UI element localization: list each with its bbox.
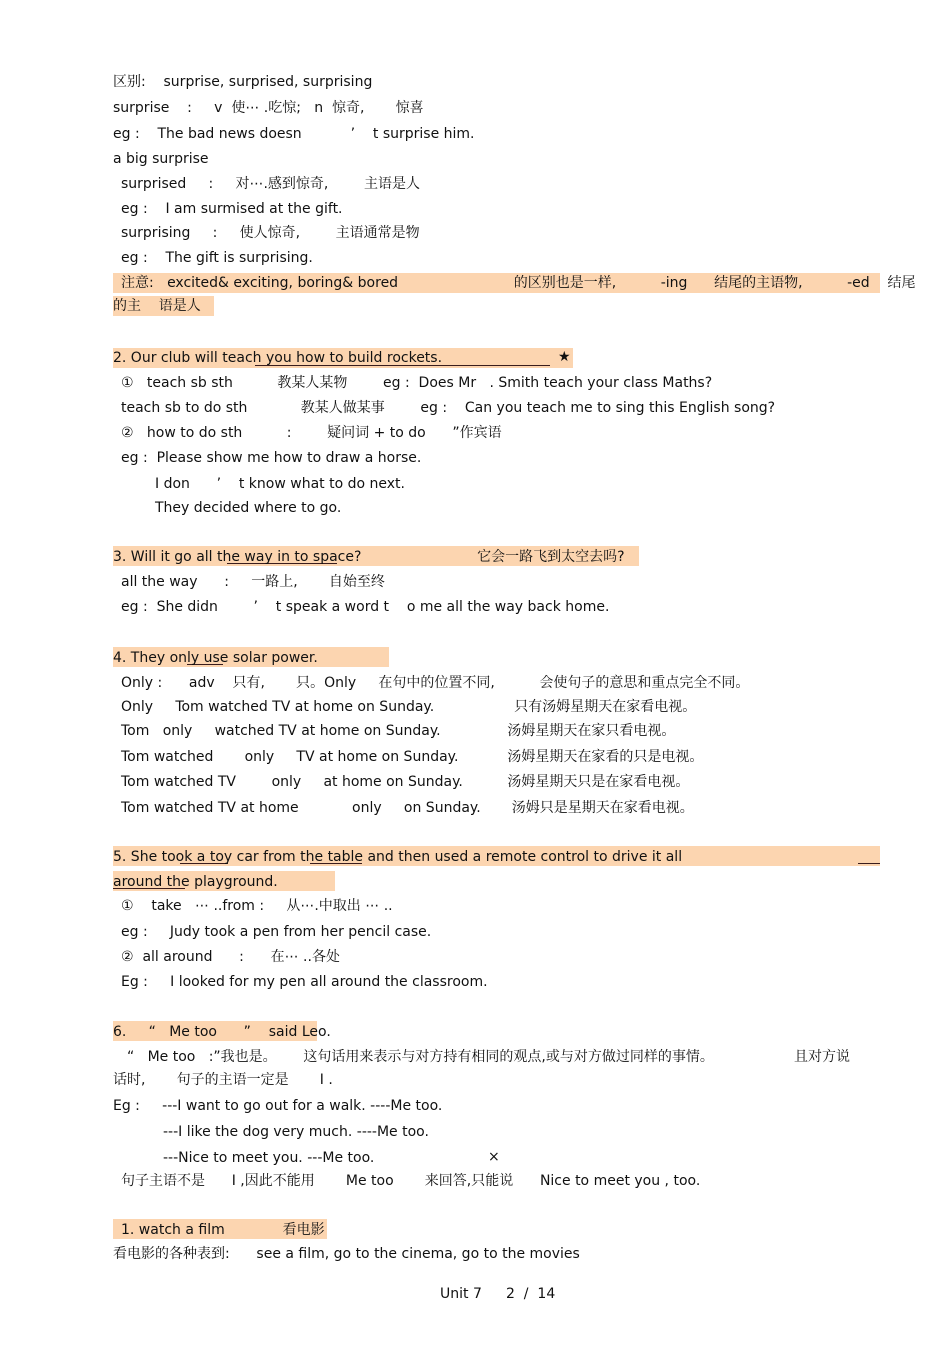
text-line: 话时, 句子的主语一定是 I . xyxy=(113,1072,333,1088)
text-line: Tom watched TV only at home on Sunday. 汤姆星期天只是在家看电视。 xyxy=(121,774,690,790)
star-icon: ★ xyxy=(558,349,571,365)
text-line: a big surprise xyxy=(113,151,209,167)
footer-unit: Unit 7 xyxy=(440,1286,482,1302)
text-line: surprising : 使人惊奇, 主语通常是物 xyxy=(121,225,420,241)
text-line: ---Nice to meet you. ---Me too. xyxy=(163,1150,375,1166)
text-line: eg : Judy took a pen from her pencil case. xyxy=(121,924,432,940)
section-heading: 6. “ Me too ” said Leo. xyxy=(113,1024,331,1040)
text-line: Tom only watched TV at home on Sunday. 汤姆星期天在家只看电视。 xyxy=(121,723,676,739)
cross-icon: × xyxy=(488,1149,500,1165)
text-line: Only Tom watched TV at home on Sunday. 只有汤姆星期天在家看电视。 xyxy=(121,699,697,715)
text-line: ① teach sb sth 教某人某物 eg : Does Mr . Smith teach your class Maths? xyxy=(121,375,713,391)
text-line: “ Me too :”我也是。 这句话用来表示与对方持有相同的观点,或与对方做过同样的事情。 且对方说 xyxy=(127,1049,850,1065)
underline-mark xyxy=(858,863,880,864)
text-line: Only : adv 只有, 只。Only 在句中的位置不同, 会使句子的意思和重点完全不同。 xyxy=(121,675,750,691)
note-line: 的主 语是人 xyxy=(113,298,201,314)
text-line: ② all around : 在⋯ ..各处 xyxy=(121,949,340,965)
section-heading: 5. She took a toy car from the table and then used a remote control to drive it all xyxy=(113,849,683,865)
footer-page-number: 2 / 14 xyxy=(506,1286,556,1302)
text-line: Tom watched only TV at home on Sunday. 汤姆星期天在家看的只是电视。 xyxy=(121,749,704,765)
section-heading: 3. Will it go all the way in to space? 它会一路飞到太空去吗? xyxy=(113,549,625,565)
text-line: They decided where to go. xyxy=(155,500,342,516)
text-line: teach sb to do sth 教某人做某事 eg : Can you teach me to sing this English song? xyxy=(121,400,776,416)
text-line: eg : Please show me how to draw a horse. xyxy=(121,450,422,466)
text-line: ① take ⋯ ..from : 从⋯.中取出 ⋯ .. xyxy=(121,898,393,914)
text-line: surprise : v 使⋯ .吃惊; n 惊奇, 惊喜 xyxy=(113,100,424,116)
text-line: eg : I am surmised at the gift. xyxy=(121,201,343,217)
text-line: Eg : ---I want to go out for a walk. ----Me too. xyxy=(113,1098,443,1114)
section-heading: 4. They only use solar power. xyxy=(113,650,318,666)
text-line: all the way : 一路上, 自始至终 xyxy=(121,574,385,590)
note-line: 注意: excited& exciting, boring& bored 的区别也是一样, -ing 结尾的主语物, -ed 结尾 xyxy=(121,275,916,291)
text-line: 看电影的各种表到: see a film, go to the cinema, go to the movies xyxy=(113,1246,580,1262)
text-line: eg : The bad news doesn ’ t surprise him. xyxy=(113,126,475,142)
text-line: eg : The gift is surprising. xyxy=(121,250,313,266)
text-line: Eg : I looked for my pen all around the classroom. xyxy=(121,974,488,990)
text-line: Tom watched TV at home only on Sunday. 汤姆只是星期天在家看电视。 xyxy=(121,800,694,816)
text-line: ---I like the dog very much. ----Me too. xyxy=(163,1124,429,1140)
section-heading: 2. Our club will teach you how to build rockets. xyxy=(113,350,443,366)
section-heading: around the playground. xyxy=(113,874,278,890)
text-line: eg : She didn ’ t speak a word t o me all the way back home. xyxy=(121,599,610,615)
section-heading: 1. watch a film 看电影 xyxy=(121,1222,325,1238)
text-line: surprised : 对⋯.感到惊奇, 主语是人 xyxy=(121,176,420,192)
text-line: 区别: surprise, surprised, surprising xyxy=(113,74,373,90)
text-line: ② how to do sth : 疑问词 + to do ”作宾语 xyxy=(121,425,502,441)
text-line: I don ’ t know what to do next. xyxy=(155,476,405,492)
text-line: 句子主语不是 I ,因此不能用 Me too 来回答,只能说 Nice to meet you , too. xyxy=(121,1173,701,1189)
